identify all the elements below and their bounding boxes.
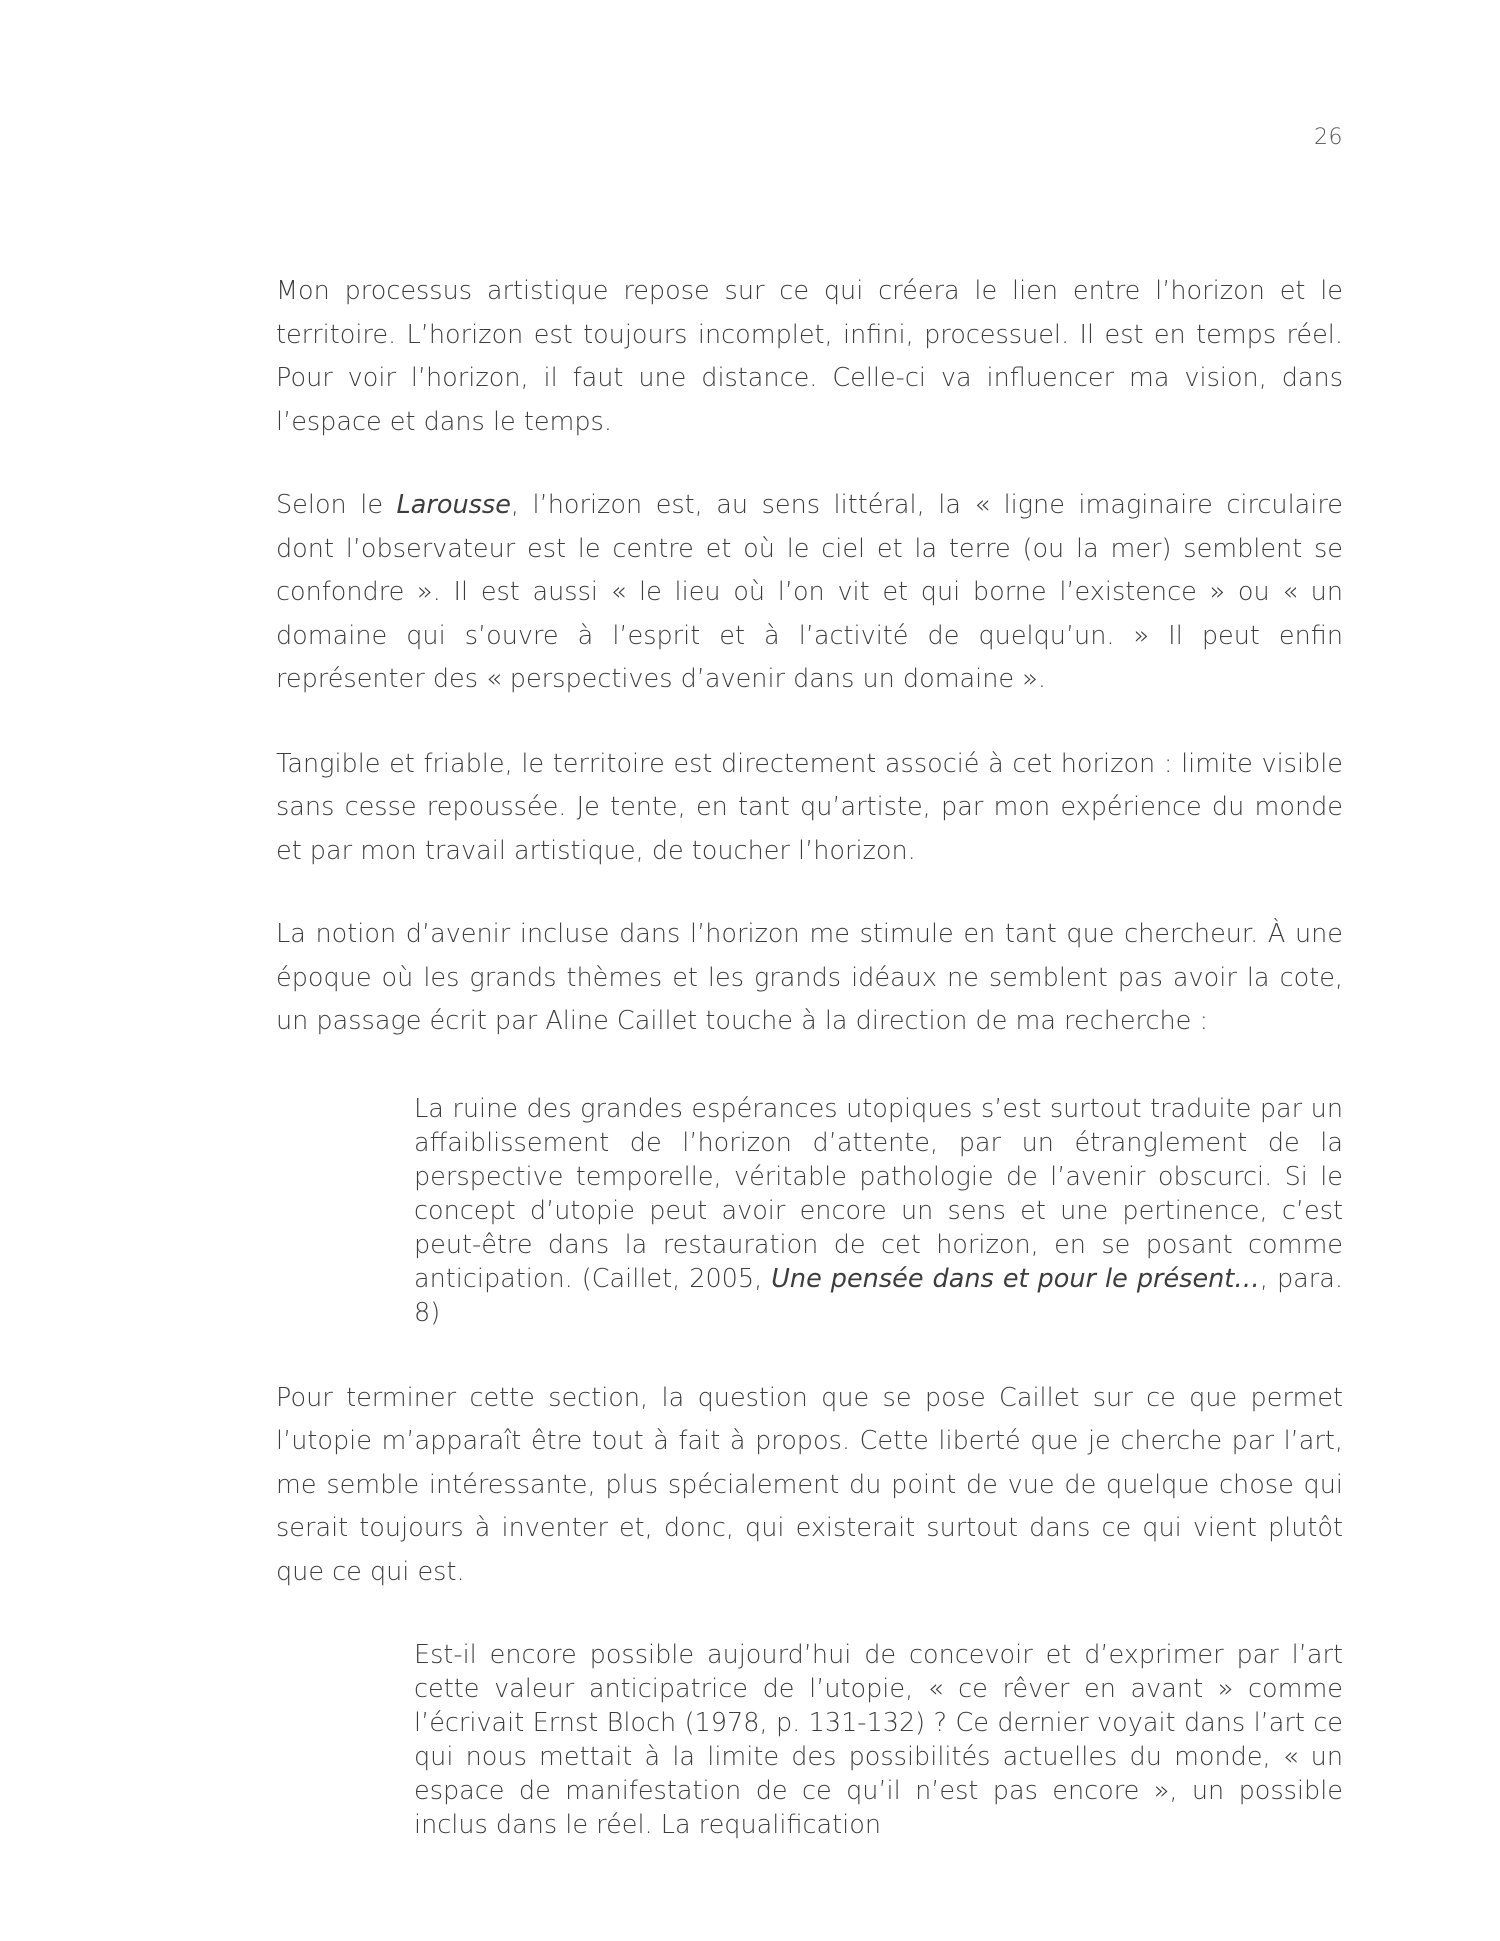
quote-caillet-text: La ruine des grandes espérances utopiques s’est surtout traduite par un affaiblissement de l’horizon d’attente, par un étranglement de la perspective temporelle, véritable pathologie de l’avenir obscurci. Si le concept d’utopie peut avoir encore un sens et une pertinence, c’est peut-être dans la restauration de cet horizon, en se posant comme anticipation. (Caillet, 2005,	[414, 1093, 1343, 1294]
paragraph-larousse-before: Selon le	[276, 490, 397, 520]
page-number: 26	[1314, 125, 1343, 150]
paragraph-future-notion: La notion d’avenir incluse dans l’horizon me stimule en tant que chercheur. À une époque où les grands thèmes et les grands idéaux ne semblent pas avoir la cote, un passage écrit par Aline Caillet touche à la direction de ma recherche :	[276, 919, 1343, 1036]
quote-caillet-citation-end: , para. 8)	[414, 1263, 1343, 1328]
block-quote-bloch: Est-il encore possible aujourd’hui de concevoir et d’exprimer par l’art cette valeur anticipatrice de l’utopie, « ce rêver en avant » comme l’écrivait Ernst Bloch (1978, p. 131-132) ? Ce dernier voyait dans l’art ce qui nous mettait à la limite des possibilités actuelles du monde, « un espace de manifestation de ce qu’il n’est pas encore », un possible inclus dans le réel. La requalification	[414, 1640, 1343, 1840]
larousse-title: Larousse	[396, 490, 511, 520]
paragraph-larousse-after: , l’horizon est, au sens littéral, la « ligne imaginaire circulaire dont l’observateur est le centre et où le ciel et la terre (ou la mer) semblent se confondre ». Il est aussi « le lieu où l’on vit et qui borne l’existence » ou « un domaine qui s’ouvre à l’esprit et à l’activité de quelqu’un. » Il peut enfin représenter des « perspectives d’avenir dans un domaine ».	[276, 490, 1343, 694]
paragraph-territory: Tangible et friable, le territoire est directement associé à cet horizon : limite visible sans cesse repoussée. Je tente, en tant qu’artiste, par mon expérience du monde et par mon travail artistique, de toucher l’horizon.	[276, 748, 1343, 866]
quote-caillet-source-title: Une pensée dans et pour le présent…	[771, 1263, 1260, 1294]
paragraph-section-conclusion: Pour terminer cette section, la question que se pose Caillet sur ce que permet l’utopie m’apparaît être tout à fait à propos. Cette liberté que je cherche par l’art, me semble intéressante, plus spécialement du point de vue de quelque chose qui serait toujours à inventer et, donc, qui existerait surtout dans ce qui vient plutôt que ce qui est.	[276, 1382, 1343, 1587]
paragraph-larousse-definition	[276, 484, 1343, 702]
paragraph-horizon-process: Mon processus artistique repose sur ce qui créera le lien entre l’horizon et le territoire. L’horizon est toujours incomplet, infini, processuel. Il est en temps réel. Pour voir l’horizon, il faut une distance. Celle-ci va influencer ma vision, dans l’espace et dans le temps.	[276, 276, 1343, 437]
page-body	[276, 270, 1343, 1885]
block-quote-caillet	[414, 1092, 1343, 1330]
